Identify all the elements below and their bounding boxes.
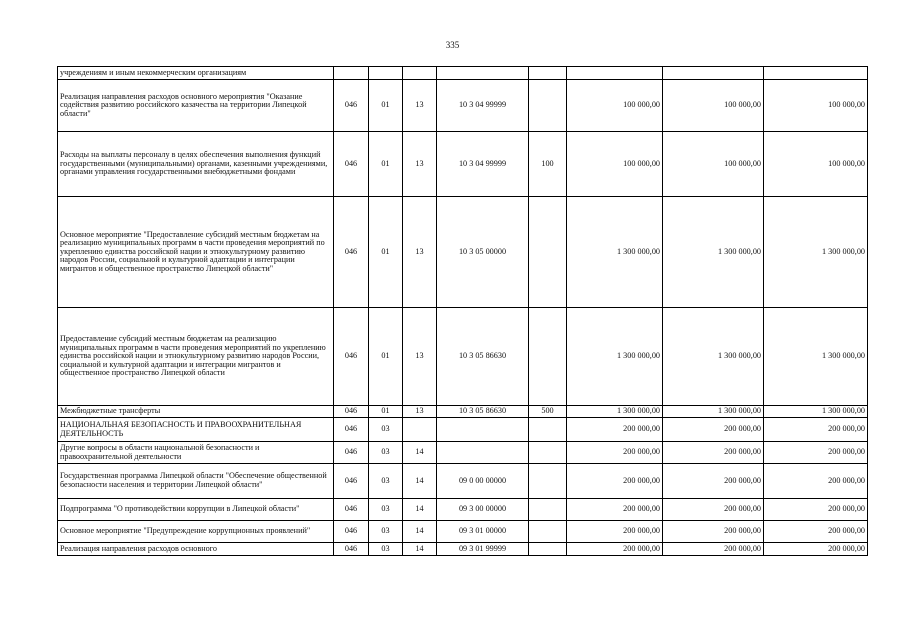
cell-amount-1: 200 000,00 xyxy=(567,543,663,556)
cell-section: 01 xyxy=(369,197,403,308)
cell-subsection: 13 xyxy=(403,80,437,132)
cell-amount-2: 200 000,00 xyxy=(663,521,764,543)
cell-target-article: 10 3 05 86630 xyxy=(437,308,529,406)
cell-ministry: 046 xyxy=(334,543,369,556)
cell-subsection xyxy=(403,418,437,442)
cell-ministry: 046 xyxy=(334,80,369,132)
cell-name: Межбюджетные трансферты xyxy=(58,406,334,418)
cell-target-article: 10 3 05 86630 xyxy=(437,406,529,418)
cell-amount-3: 200 000,00 xyxy=(764,418,868,442)
cell-target-article: 09 3 01 00000 xyxy=(437,521,529,543)
cell-subsection: 14 xyxy=(403,499,437,521)
cell-amount-3: 200 000,00 xyxy=(764,442,868,464)
cell-amount-3: 1 300 000,00 xyxy=(764,197,868,308)
cell-section: 03 xyxy=(369,521,403,543)
cell-section: 01 xyxy=(369,406,403,418)
cell-amount-2: 1 300 000,00 xyxy=(663,197,764,308)
table-row xyxy=(58,67,868,80)
table-row xyxy=(58,132,868,197)
cell-name: Основное мероприятие "Предоставление субсидий местным бюджетам на реализацию муниципальных программ в части проведения мероприятий по укреплению единства российской нации и этнокультурному развитию народов России, социальной и культурной адаптации и интеграции мигрантов и общественное пространство Липецкой области" xyxy=(58,197,334,308)
cell-amount-1: 100 000,00 xyxy=(567,132,663,197)
cell-amount-1: 100 000,00 xyxy=(567,80,663,132)
page-number: 335 xyxy=(445,40,460,50)
cell-ministry: 046 xyxy=(334,197,369,308)
cell-amount-1: 200 000,00 xyxy=(567,464,663,499)
cell-section: 03 xyxy=(369,464,403,499)
cell-expense-type xyxy=(529,80,567,132)
cell-target-article: 09 3 01 99999 xyxy=(437,543,529,556)
cell-amount-2: 200 000,00 xyxy=(663,543,764,556)
cell-name: Реализация направления расходов основного мероприятия "Оказание содействия развитию российского казачества на территории Липецкой области" xyxy=(58,80,334,132)
cell-amount-1: 1 300 000,00 xyxy=(567,308,663,406)
cell-amount-1: 1 300 000,00 xyxy=(567,197,663,308)
cell-target-article: 10 3 05 00000 xyxy=(437,197,529,308)
cell-amount-3: 100 000,00 xyxy=(764,132,868,197)
cell-amount-3: 100 000,00 xyxy=(764,80,868,132)
cell-subsection: 14 xyxy=(403,521,437,543)
table-row xyxy=(58,521,868,543)
cell-subsection: 13 xyxy=(403,308,437,406)
cell-subsection: 13 xyxy=(403,406,437,418)
cell-ministry: 046 xyxy=(334,499,369,521)
cell-amount-2: 100 000,00 xyxy=(663,132,764,197)
cell-expense-type xyxy=(529,499,567,521)
cell-target-article xyxy=(437,418,529,442)
budget-table xyxy=(57,66,868,556)
cell-ministry: 046 xyxy=(334,521,369,543)
table-body xyxy=(58,67,868,556)
cell-ministry: 046 xyxy=(334,308,369,406)
cell-expense-type xyxy=(529,308,567,406)
cell-amount-3: 200 000,00 xyxy=(764,543,868,556)
cell-amount-2: 200 000,00 xyxy=(663,442,764,464)
cell-target-article: 10 3 04 99999 xyxy=(437,80,529,132)
cell-subsection: 14 xyxy=(403,464,437,499)
cell-amount-3 xyxy=(764,67,868,80)
table-row xyxy=(58,464,868,499)
cell-ministry: 046 xyxy=(334,442,369,464)
cell-expense-type xyxy=(529,67,567,80)
table-row xyxy=(58,308,868,406)
cell-subsection: 13 xyxy=(403,132,437,197)
cell-amount-1: 200 000,00 xyxy=(567,418,663,442)
cell-target-article xyxy=(437,67,529,80)
table-row xyxy=(58,406,868,418)
cell-expense-type xyxy=(529,197,567,308)
table-row xyxy=(58,499,868,521)
cell-amount-2: 1 300 000,00 xyxy=(663,308,764,406)
table-row xyxy=(58,442,868,464)
cell-section: 01 xyxy=(369,308,403,406)
cell-section: 03 xyxy=(369,418,403,442)
cell-subsection xyxy=(403,67,437,80)
table-row xyxy=(58,197,868,308)
cell-expense-type xyxy=(529,418,567,442)
cell-ministry: 046 xyxy=(334,418,369,442)
cell-name: Основное мероприятие "Предупреждение коррупционных проявлений" xyxy=(58,521,334,543)
cell-amount-1: 200 000,00 xyxy=(567,442,663,464)
cell-section: 01 xyxy=(369,132,403,197)
cell-subsection: 13 xyxy=(403,197,437,308)
cell-ministry: 046 xyxy=(334,464,369,499)
cell-ministry: 046 xyxy=(334,406,369,418)
cell-amount-3: 200 000,00 xyxy=(764,521,868,543)
table-row xyxy=(58,80,868,132)
cell-expense-type xyxy=(529,442,567,464)
cell-section: 03 xyxy=(369,499,403,521)
cell-subsection: 14 xyxy=(403,442,437,464)
cell-amount-1 xyxy=(567,67,663,80)
cell-expense-type: 500 xyxy=(529,406,567,418)
cell-amount-1: 1 300 000,00 xyxy=(567,406,663,418)
cell-amount-1: 200 000,00 xyxy=(567,499,663,521)
cell-expense-type xyxy=(529,521,567,543)
cell-name: Подпрограмма "О противодействии коррупции в Липецкой области" xyxy=(58,499,334,521)
cell-expense-type xyxy=(529,543,567,556)
cell-target-article: 10 3 04 99999 xyxy=(437,132,529,197)
cell-amount-3: 200 000,00 xyxy=(764,464,868,499)
cell-subsection: 14 xyxy=(403,543,437,556)
cell-section: 01 xyxy=(369,80,403,132)
cell-name: Другие вопросы в области национальной безопасности и правоохранительной деятельности xyxy=(58,442,334,464)
cell-name: Реализация направления расходов основного xyxy=(58,543,334,556)
cell-name: Расходы на выплаты персоналу в целях обеспечения выполнения функций государственными (муниципальными) органами, казенными учреждениями, органами управления государственными внебюджетными фондами xyxy=(58,132,334,197)
cell-amount-3: 200 000,00 xyxy=(764,499,868,521)
cell-ministry xyxy=(334,67,369,80)
cell-amount-2: 1 300 000,00 xyxy=(663,406,764,418)
table-row xyxy=(58,418,868,442)
cell-ministry: 046 xyxy=(334,132,369,197)
cell-target-article: 09 0 00 00000 xyxy=(437,464,529,499)
cell-expense-type xyxy=(529,464,567,499)
cell-name: Государственная программа Липецкой области "Обеспечение общественной безопасности населения и территории Липецкой области" xyxy=(58,464,334,499)
cell-amount-3: 1 300 000,00 xyxy=(764,406,868,418)
cell-amount-2 xyxy=(663,67,764,80)
cell-amount-2: 200 000,00 xyxy=(663,418,764,442)
cell-section: 03 xyxy=(369,442,403,464)
cell-target-article xyxy=(437,442,529,464)
cell-amount-1: 200 000,00 xyxy=(567,521,663,543)
cell-section xyxy=(369,67,403,80)
cell-amount-3: 1 300 000,00 xyxy=(764,308,868,406)
cell-amount-2: 200 000,00 xyxy=(663,499,764,521)
cell-name: НАЦИОНАЛЬНАЯ БЕЗОПАСНОСТЬ И ПРАВООХРАНИТЕЛЬНАЯ ДЕЯТЕЛЬНОСТЬ xyxy=(58,418,334,442)
cell-target-article: 09 3 00 00000 xyxy=(437,499,529,521)
cell-expense-type: 100 xyxy=(529,132,567,197)
table-row xyxy=(58,543,868,556)
cell-section: 03 xyxy=(369,543,403,556)
cell-name: учреждениям и иным некоммерческим организациям xyxy=(58,67,334,80)
cell-name: Предоставление субсидий местным бюджетам на реализацию муниципальных программ в части проведения мероприятий по укреплению единства российской нации и этнокультурному развитию народов России, социальной и культурной адаптации и интеграции мигрантов и общественное пространство Липецкой области xyxy=(58,308,334,406)
cell-amount-2: 100 000,00 xyxy=(663,80,764,132)
cell-amount-2: 200 000,00 xyxy=(663,464,764,499)
